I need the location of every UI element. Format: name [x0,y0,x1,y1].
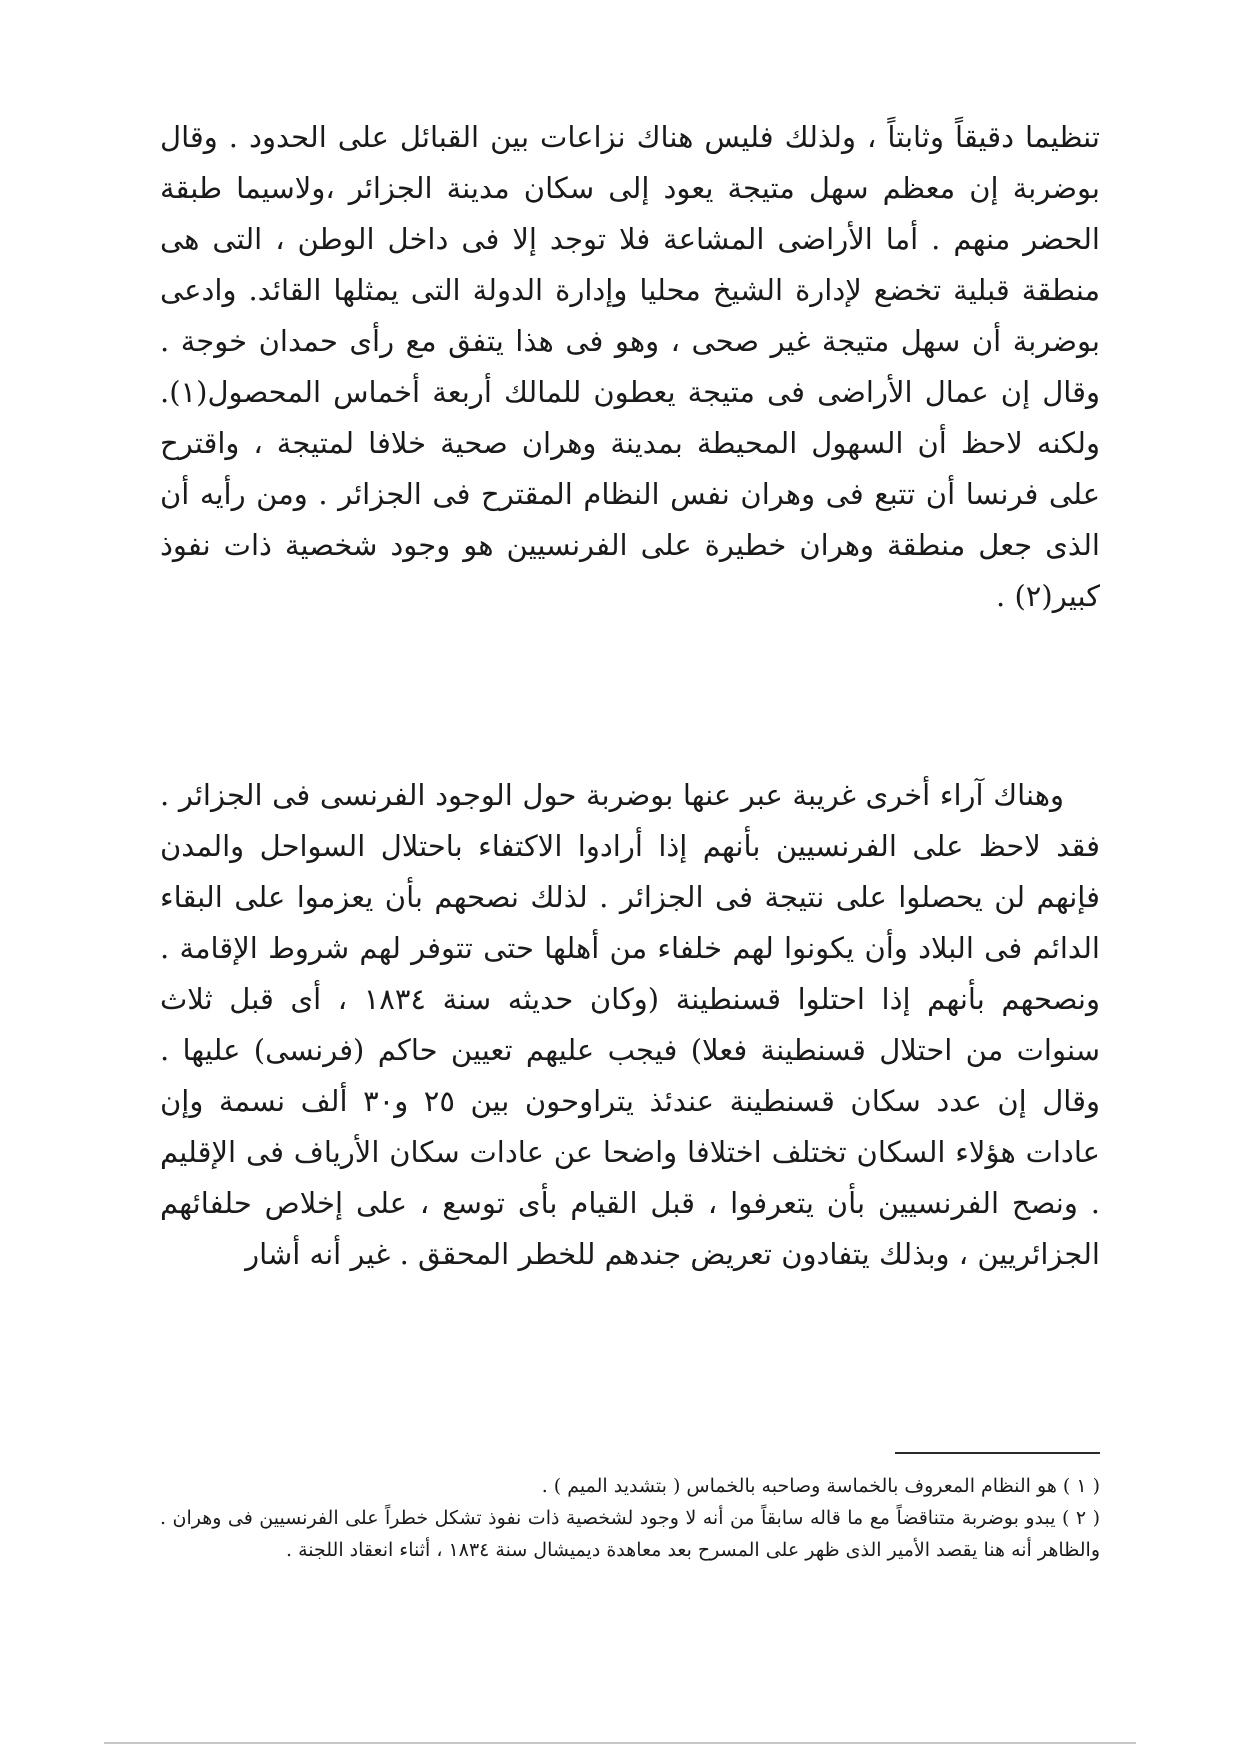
footnote-1: ( ١ ) هو النظام المعروف بالخماسة وصاحبه بالخماس ( بتشديد الميم ) . [541,1475,1100,1497]
paragraph-2: وهناك آراء أخرى غريبة عبر عنها بوضربة حول الوجود الفرنسى فى الجزائر . فقد لاحظ على الفرنسيين بأنهم إذا أرادوا الاكتفاء باحتلال السواحل والمدن فإنهم لن يحصلوا على نتيجة فى الجزائر . لذلك نصحهم بأن يعزموا على البقاء الدائم فى البلاد وأن يكونوا لهم خلفاء من أهلها حتى تتوفر لهم شروط الإقامة . ونصحهم بأنهم إذا احتلوا قسنطينة (وكان حديثه سنة ١٨٣٤ ، أى قبل ثلاث سنوات من احتلال قسنطينة فعلا) فيجب عليهم تعيين حاكم (فرنسى) عليها . وقال إن عدد سكان قسنطينة عندئذ يتراوحون بين ٢٥ و٣٠ ألف نسمة وإن عادات هؤلاء السكان تختلف اختلافا واضحا عن عادات سكان الأرياف فى الإقليم . ونصح الفرنسيين بأن يتعرفوا ، قبل القيام بأى توسع ، على إخلاص حلفائهم الجزائريين ، وبذلك يتفادون تعريض جندهم للخطر المحقق . غير أنه أشار [160,778,1100,1271]
body-text [160,112,1100,1435]
page-bottom-edge [104,1742,1136,1744]
footnote-divider [895,1452,1100,1454]
paragraph-1: تنظيما دقيقاً وثابتاً ، ولذلك فليس هناك نزاعات بين القبائل على الحدود . وقال بوضربة إن معظم سهل متيجة يعود إلى سكان مدينة الجزائر ،ولاسيما طبقة الحضر منهم . أما الأراضى المشاعة فلا توجد إلا فى داخل الوطن ، التى هى منطقة قبلية تخضع لإدارة الشيخ محليا وإدارة الدولة التى يمثلها القائد. وادعى بوضربة أن سهل متيجة غير صحى ، وهو فى هذا يتفق مع رأى حمدان خوجة . وقال إن عمال الأراضى فى متيجة يعطون للمالك أربعة أخماس المحصول(١). ولكنه لاحظ أن السهول المحيطة بمدينة وهران صحية خلافا لمتيجة ، واقترح على فرنسا أن تتبع فى وهران نفس النظام المقترح فى الجزائر . ومن رأيه أن الذى جعل منطقة وهران خطيرة على الفرنسيين هو وجود شخصية ذات نفوذ كبير(٢) . [160,120,1100,613]
footnote-2: ( ٢ ) يبدو بوضربة متناقضاً مع ما قاله سابقاً من أنه لا وجود لشخصية ذات نفوذ تشكل خطراً على الفرنسيين فى وهران . والظاهر أنه هنا يقصد الأمير الذى ظهر على المسرح بعد معاهدة ديميشال سنة ١٨٣٤ ، أثناء انعقاد اللجنة . [160,1507,1101,1561]
footnotes [160,1470,1100,1566]
